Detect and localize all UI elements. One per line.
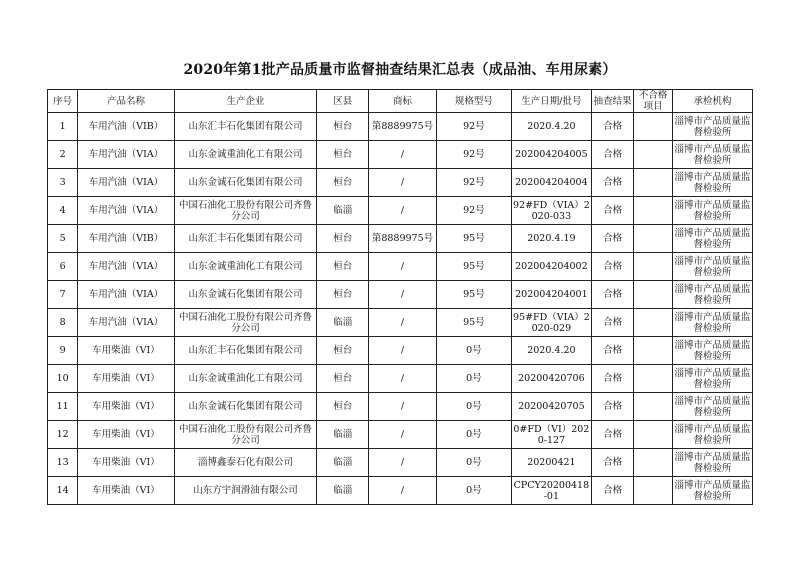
table-row bbox=[48, 169, 753, 197]
cell-date-batch: 20200420705 bbox=[511, 393, 591, 421]
cell-producer: 山东汇丰石化集团有限公司 bbox=[174, 225, 317, 253]
cell-spec: 95号 bbox=[436, 281, 511, 309]
cell-date-batch: 2020.4.19 bbox=[511, 225, 591, 253]
cell-seq: 7 bbox=[48, 281, 78, 309]
cell-date-batch: 0#FD（VI）2020-127 bbox=[511, 421, 591, 449]
table-row bbox=[48, 141, 753, 169]
cell-product: 车用汽油（VIA） bbox=[78, 309, 174, 337]
document-title: 2020年第1批产品质量市监督抽查结果汇总表（成品油、车用尿素） bbox=[183, 62, 617, 78]
cell-nonconforming bbox=[634, 477, 672, 505]
table-row bbox=[48, 393, 753, 421]
header-result: 抽查结果 bbox=[591, 90, 634, 113]
results-table bbox=[47, 89, 753, 505]
table-row bbox=[48, 197, 753, 225]
cell-trademark: / bbox=[369, 449, 437, 477]
cell-product: 车用柴油（VI） bbox=[78, 393, 174, 421]
header-seq: 序号 bbox=[48, 90, 78, 113]
cell-date-batch: 202004204002 bbox=[511, 253, 591, 281]
cell-trademark: / bbox=[369, 477, 437, 505]
header-product: 产品名称 bbox=[78, 90, 174, 113]
cell-spec: 92号 bbox=[436, 141, 511, 169]
cell-producer: 中国石油化工股份有限公司齐鲁分公司 bbox=[174, 421, 317, 449]
cell-district: 临淄 bbox=[317, 197, 369, 225]
cell-seq: 2 bbox=[48, 141, 78, 169]
cell-district: 临淄 bbox=[317, 449, 369, 477]
cell-date-batch: 20200421 bbox=[511, 449, 591, 477]
cell-inspector: 淄博市产品质量监督检验所 bbox=[672, 225, 752, 253]
cell-date-batch: 20200420706 bbox=[511, 365, 591, 393]
cell-nonconforming bbox=[634, 169, 672, 197]
cell-spec: 0号 bbox=[436, 477, 511, 505]
cell-result: 合格 bbox=[591, 197, 634, 225]
cell-seq: 3 bbox=[48, 169, 78, 197]
cell-trademark: / bbox=[369, 393, 437, 421]
cell-district: 临淄 bbox=[317, 477, 369, 505]
cell-spec: 92号 bbox=[436, 169, 511, 197]
cell-result: 合格 bbox=[591, 337, 634, 365]
cell-trademark: / bbox=[369, 253, 437, 281]
cell-spec: 0号 bbox=[436, 337, 511, 365]
cell-seq: 6 bbox=[48, 253, 78, 281]
cell-nonconforming bbox=[634, 421, 672, 449]
cell-nonconforming bbox=[634, 197, 672, 225]
cell-inspector: 淄博市产品质量监督检验所 bbox=[672, 169, 752, 197]
cell-nonconforming bbox=[634, 141, 672, 169]
cell-district: 桓台 bbox=[317, 225, 369, 253]
cell-nonconforming bbox=[634, 449, 672, 477]
cell-district: 桓台 bbox=[317, 337, 369, 365]
cell-result: 合格 bbox=[591, 113, 634, 141]
cell-trademark: / bbox=[369, 281, 437, 309]
cell-spec: 0号 bbox=[436, 393, 511, 421]
cell-seq: 9 bbox=[48, 337, 78, 365]
table-row bbox=[48, 253, 753, 281]
header-district: 区县 bbox=[317, 90, 369, 113]
cell-producer: 山东金诚重油化工有限公司 bbox=[174, 141, 317, 169]
cell-spec: 95号 bbox=[436, 309, 511, 337]
cell-product: 车用汽油（VIA） bbox=[78, 281, 174, 309]
table-row bbox=[48, 365, 753, 393]
cell-seq: 11 bbox=[48, 393, 78, 421]
cell-nonconforming bbox=[634, 393, 672, 421]
cell-date-batch: 92#FD（VIA）2020-033 bbox=[511, 197, 591, 225]
cell-nonconforming bbox=[634, 309, 672, 337]
cell-spec: 95号 bbox=[436, 253, 511, 281]
cell-result: 合格 bbox=[591, 421, 634, 449]
cell-producer: 中国石油化工股份有限公司齐鲁分公司 bbox=[174, 197, 317, 225]
cell-seq: 5 bbox=[48, 225, 78, 253]
cell-spec: 0号 bbox=[436, 365, 511, 393]
cell-inspector: 淄博市产品质量监督检验所 bbox=[672, 365, 752, 393]
cell-trademark: / bbox=[369, 421, 437, 449]
cell-spec: 92号 bbox=[436, 197, 511, 225]
cell-seq: 13 bbox=[48, 449, 78, 477]
cell-result: 合格 bbox=[591, 393, 634, 421]
cell-date-batch: 2020.4.20 bbox=[511, 337, 591, 365]
cell-seq: 8 bbox=[48, 309, 78, 337]
cell-product: 车用汽油（VIA） bbox=[78, 169, 174, 197]
cell-producer: 山东金诚重油化工有限公司 bbox=[174, 365, 317, 393]
cell-inspector: 淄博市产品质量监督检验所 bbox=[672, 393, 752, 421]
cell-producer: 山东金诚石化集团有限公司 bbox=[174, 281, 317, 309]
cell-date-batch: 202004204004 bbox=[511, 169, 591, 197]
cell-district: 桓台 bbox=[317, 393, 369, 421]
cell-district: 桓台 bbox=[317, 113, 369, 141]
cell-date-batch: 202004204001 bbox=[511, 281, 591, 309]
cell-nonconforming bbox=[634, 113, 672, 141]
cell-trademark: / bbox=[369, 141, 437, 169]
table-row bbox=[48, 281, 753, 309]
table-row bbox=[48, 113, 753, 141]
cell-spec: 95号 bbox=[436, 225, 511, 253]
cell-trademark: / bbox=[369, 365, 437, 393]
table-header-row bbox=[48, 90, 753, 113]
cell-result: 合格 bbox=[591, 365, 634, 393]
cell-trademark: / bbox=[369, 309, 437, 337]
cell-product: 车用柴油（VI） bbox=[78, 337, 174, 365]
cell-product: 车用汽油（VIA） bbox=[78, 197, 174, 225]
cell-nonconforming bbox=[634, 253, 672, 281]
cell-inspector: 淄博市产品质量监督检验所 bbox=[672, 281, 752, 309]
cell-trademark: / bbox=[369, 197, 437, 225]
header-date-batch: 生产日期/批号 bbox=[511, 90, 591, 113]
cell-result: 合格 bbox=[591, 225, 634, 253]
cell-seq: 12 bbox=[48, 421, 78, 449]
cell-trademark: 第8889975号 bbox=[369, 225, 437, 253]
table-body bbox=[48, 113, 753, 505]
cell-spec: 0号 bbox=[436, 421, 511, 449]
cell-result: 合格 bbox=[591, 281, 634, 309]
cell-nonconforming bbox=[634, 337, 672, 365]
cell-producer: 淄博鑫泰石化有限公司 bbox=[174, 449, 317, 477]
cell-product: 车用柴油（VI） bbox=[78, 477, 174, 505]
cell-date-batch: CPCY20200418-01 bbox=[511, 477, 591, 505]
header-nonconforming: 不合格项目 bbox=[634, 90, 672, 113]
cell-seq: 1 bbox=[48, 113, 78, 141]
cell-result: 合格 bbox=[591, 253, 634, 281]
cell-seq: 14 bbox=[48, 477, 78, 505]
cell-product: 车用汽油（VIB） bbox=[78, 113, 174, 141]
cell-trademark: / bbox=[369, 337, 437, 365]
cell-date-batch: 2020.4.20 bbox=[511, 113, 591, 141]
cell-producer: 山东金诚重油化工有限公司 bbox=[174, 253, 317, 281]
cell-product: 车用汽油（VIB） bbox=[78, 225, 174, 253]
cell-nonconforming bbox=[634, 281, 672, 309]
cell-spec: 0号 bbox=[436, 449, 511, 477]
header-trademark: 商标 bbox=[369, 90, 437, 113]
cell-producer: 山东汇丰石化集团有限公司 bbox=[174, 113, 317, 141]
table-row bbox=[48, 477, 753, 505]
cell-trademark: / bbox=[369, 169, 437, 197]
cell-district: 桓台 bbox=[317, 169, 369, 197]
cell-inspector: 淄博市产品质量监督检验所 bbox=[672, 309, 752, 337]
cell-nonconforming bbox=[634, 225, 672, 253]
table-row bbox=[48, 225, 753, 253]
header-inspector: 承检机构 bbox=[672, 90, 752, 113]
cell-product: 车用柴油（VI） bbox=[78, 365, 174, 393]
cell-producer: 山东汇丰石化集团有限公司 bbox=[174, 337, 317, 365]
cell-district: 桓台 bbox=[317, 281, 369, 309]
cell-result: 合格 bbox=[591, 309, 634, 337]
cell-trademark: 第8889975号 bbox=[369, 113, 437, 141]
cell-result: 合格 bbox=[591, 477, 634, 505]
cell-producer: 山东方宇润滑油有限公司 bbox=[174, 477, 317, 505]
cell-inspector: 淄博市产品质量监督检验所 bbox=[672, 141, 752, 169]
cell-producer: 山东金诚石化集团有限公司 bbox=[174, 393, 317, 421]
table-row bbox=[48, 337, 753, 365]
cell-date-batch: 95#FD（VIA）2020-029 bbox=[511, 309, 591, 337]
header-spec: 规格型号 bbox=[436, 90, 511, 113]
cell-producer: 山东金诚石化集团有限公司 bbox=[174, 169, 317, 197]
table-row bbox=[48, 309, 753, 337]
cell-inspector: 淄博市产品质量监督检验所 bbox=[672, 113, 752, 141]
cell-spec: 92号 bbox=[436, 113, 511, 141]
cell-district: 桓台 bbox=[317, 365, 369, 393]
cell-inspector: 淄博市产品质量监督检验所 bbox=[672, 197, 752, 225]
cell-product: 车用柴油（VI） bbox=[78, 449, 174, 477]
cell-district: 临淄 bbox=[317, 309, 369, 337]
cell-district: 桓台 bbox=[317, 253, 369, 281]
cell-seq: 10 bbox=[48, 365, 78, 393]
cell-product: 车用柴油（VI） bbox=[78, 421, 174, 449]
cell-seq: 4 bbox=[48, 197, 78, 225]
cell-inspector: 淄博市产品质量监督检验所 bbox=[672, 477, 752, 505]
cell-district: 临淄 bbox=[317, 421, 369, 449]
header-producer: 生产企业 bbox=[174, 90, 317, 113]
cell-nonconforming bbox=[634, 365, 672, 393]
table-row bbox=[48, 421, 753, 449]
cell-inspector: 淄博市产品质量监督检验所 bbox=[672, 337, 752, 365]
cell-producer: 中国石油化工股份有限公司齐鲁分公司 bbox=[174, 309, 317, 337]
cell-result: 合格 bbox=[591, 449, 634, 477]
cell-district: 桓台 bbox=[317, 141, 369, 169]
table-row bbox=[48, 449, 753, 477]
cell-result: 合格 bbox=[591, 141, 634, 169]
cell-product: 车用汽油（VIA） bbox=[78, 253, 174, 281]
cell-inspector: 淄博市产品质量监督检验所 bbox=[672, 421, 752, 449]
cell-inspector: 淄博市产品质量监督检验所 bbox=[672, 449, 752, 477]
cell-inspector: 淄博市产品质量监督检验所 bbox=[672, 253, 752, 281]
cell-product: 车用汽油（VIA） bbox=[78, 141, 174, 169]
cell-result: 合格 bbox=[591, 169, 634, 197]
cell-date-batch: 202004204005 bbox=[511, 141, 591, 169]
